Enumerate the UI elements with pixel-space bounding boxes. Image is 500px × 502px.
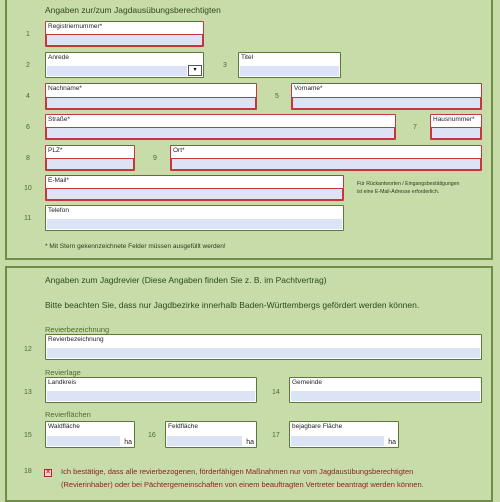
row-number-7: 7 xyxy=(413,124,417,131)
strasse-label: Straße* xyxy=(48,116,71,123)
landkreis-field[interactable] xyxy=(45,377,257,403)
nachname-label: Nachname* xyxy=(48,85,82,92)
row-number-5: 5 xyxy=(275,93,279,100)
row-number-1: 1 xyxy=(26,31,30,38)
email-field[interactable] xyxy=(45,175,344,201)
group-revierlage: Revierlage xyxy=(45,368,81,377)
row-number-9: 9 xyxy=(153,155,157,162)
group-revierflaechen: Revierflächen xyxy=(45,410,91,419)
bejagbare-flaeche-unit: ha xyxy=(388,439,396,446)
confirm-text xyxy=(61,465,424,491)
waldflaeche-field[interactable] xyxy=(45,421,135,448)
row-number-6: 6 xyxy=(26,124,30,131)
nachname-input[interactable] xyxy=(46,97,256,109)
strasse-input[interactable] xyxy=(46,127,395,139)
plz-field[interactable] xyxy=(45,145,135,171)
nachname-field[interactable] xyxy=(45,83,257,110)
gemeinde-label: Gemeinde xyxy=(292,379,322,386)
landkreis-input[interactable] xyxy=(47,391,255,401)
vorname-field[interactable] xyxy=(291,83,482,110)
telefon-field[interactable] xyxy=(45,205,344,231)
bejagbare-flaeche-label: bejagbare Fläche xyxy=(292,423,343,430)
section-jagdausuebungsberechtigter xyxy=(5,0,493,260)
plz-input[interactable] xyxy=(46,158,134,170)
waldflaeche-unit: ha xyxy=(124,439,132,446)
hausnummer-field[interactable] xyxy=(430,114,482,140)
revierbezeichnung-input[interactable] xyxy=(47,348,480,358)
registriernummer-label: Registriernummer* xyxy=(48,23,103,30)
bejagbare-flaeche-field[interactable] xyxy=(289,421,399,448)
waldflaeche-input[interactable] xyxy=(47,436,120,446)
feldflaeche-unit: ha xyxy=(246,439,254,446)
row-number-10: 10 xyxy=(24,185,32,192)
email-hint-line1: Für Rückantworten / Eingangsbestätigungen xyxy=(357,181,460,187)
vorname-label: Vorname* xyxy=(294,85,323,92)
landkreis-label: Landkreis xyxy=(48,379,77,386)
email-label: E-Mail* xyxy=(48,177,69,184)
row-number-16: 16 xyxy=(148,432,156,439)
chevron-down-icon[interactable]: ▾ xyxy=(188,65,202,76)
section-jagdrevier xyxy=(5,266,493,502)
ort-field[interactable] xyxy=(170,145,482,171)
feldflaeche-input[interactable] xyxy=(167,436,242,446)
row-number-14: 14 xyxy=(272,389,280,396)
row-number-15: 15 xyxy=(24,432,32,439)
revierbezeichnung-label: Revierbezeichnung xyxy=(48,336,104,343)
row-number-13: 13 xyxy=(24,389,32,396)
email-hint-line2: ist eine E-Mail-Adresse erforderlich. xyxy=(357,189,440,195)
section1-title: Angaben zur/zum Jagdausübungsberechtigten xyxy=(45,5,221,15)
row-number-2: 2 xyxy=(26,62,30,69)
ort-input[interactable] xyxy=(171,158,481,170)
row-number-18: 18 xyxy=(24,468,32,475)
feldflaeche-label: Feldfläche xyxy=(168,423,198,430)
confirm-text-line1: Ich bestätige, dass alle revierbezogenen, förderfähigen Maßnahmen nur vom Jagdausübungsberechtigten xyxy=(61,467,414,476)
row-number-17: 17 xyxy=(272,432,280,439)
plz-label: PLZ* xyxy=(48,147,63,154)
revierbezeichnung-field[interactable] xyxy=(45,334,482,360)
row-number-3: 3 xyxy=(223,62,227,69)
anrede-label: Anrede xyxy=(48,54,69,61)
anrede-field[interactable] xyxy=(45,52,204,78)
row-number-8: 8 xyxy=(26,155,30,162)
titel-label: Titel xyxy=(241,54,254,61)
feldflaeche-field[interactable] xyxy=(165,421,257,448)
hausnummer-label: Hausnummer* xyxy=(433,116,475,123)
confirm-text-line2: (Revierinhaber) oder bei Pächtergemeinschaften von einem beauftragten Vertreter beantragt werden können. xyxy=(61,480,424,489)
email-hint xyxy=(357,180,459,196)
titel-input[interactable] xyxy=(240,66,339,76)
row-number-4: 4 xyxy=(26,93,30,100)
group-revierbezeichnung: Revierbezeichnung xyxy=(45,325,110,334)
strasse-field[interactable] xyxy=(45,114,396,140)
titel-field[interactable] xyxy=(238,52,341,78)
email-input[interactable] xyxy=(46,188,343,200)
section2-notice: Bitte beachten Sie, dass nur Jagdbezirke innerhalb Baden-Württembergs gefördert werden können. xyxy=(45,300,420,310)
vorname-input[interactable] xyxy=(292,97,481,109)
registriernummer-input[interactable] xyxy=(46,34,203,46)
anrede-select[interactable] xyxy=(47,66,187,76)
waldflaeche-label: Waldfläche xyxy=(48,423,80,430)
confirm-checkbox[interactable] xyxy=(44,469,52,477)
ort-label: Ort* xyxy=(173,147,185,154)
telefon-label: Telefon xyxy=(48,207,69,214)
gemeinde-input[interactable] xyxy=(291,391,480,401)
bejagbare-flaeche-input[interactable] xyxy=(291,436,384,446)
row-number-11: 11 xyxy=(24,215,32,222)
registriernummer-field[interactable] xyxy=(45,21,204,47)
gemeinde-field[interactable] xyxy=(289,377,482,403)
row-number-12: 12 xyxy=(24,346,32,353)
telefon-input[interactable] xyxy=(47,219,342,229)
required-footnote: * Mit Stern gekennzeichnete Felder müssen ausgefüllt werden! xyxy=(45,243,226,250)
section2-title: Angaben zum Jagdrevier (Diese Angaben finden Sie z. B. im Pachtvertrag) xyxy=(45,275,327,285)
check-icon: ✕ xyxy=(45,469,51,476)
hausnummer-input[interactable] xyxy=(431,127,481,139)
